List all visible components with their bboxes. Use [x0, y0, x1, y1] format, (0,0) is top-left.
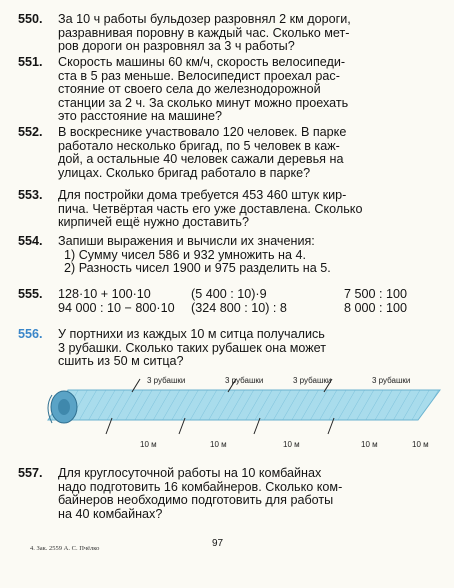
length-label: 10 м: [361, 440, 378, 449]
problem-number: 551.: [18, 55, 43, 69]
length-label: 10 м: [210, 440, 227, 449]
text-line: За 10 ч работы бульдозер разровнял 2 км дороги,: [58, 12, 351, 26]
problem-text: [58, 235, 438, 249]
text-line: Скорость машины 60 км/ч, скорость велосипеди-: [58, 55, 346, 69]
text-line: это расстояние на машине?: [58, 109, 223, 124]
text-line: надо подготовить 16 комбайнеров. Сколько ком-: [58, 479, 343, 494]
text-line: ста в 5 раз меньше. Велосипедист проехал рас-: [58, 68, 340, 83]
problem-text: [58, 13, 438, 54]
problem-text: [58, 126, 438, 180]
text-line: разравнивая поровну в каждый час. Сколько мет-: [58, 25, 350, 40]
shirt-label: 3 рубашки: [225, 376, 264, 385]
problem-552: [18, 126, 438, 180]
list-item: 2) Разность чисел 1900 и 975 разделить на 5.: [64, 261, 331, 276]
problem-text: [58, 189, 438, 230]
text-line: У портнихи из каждых 10 м ситца получались: [58, 327, 325, 341]
problem-text: [58, 467, 438, 521]
text-line: станции за 2 ч. За сколько минут можно проехать: [58, 95, 349, 110]
problem-number: 550.: [18, 12, 43, 26]
length-label: 10 м: [412, 440, 429, 449]
text-line: дой, а остальные 40 человек сажали деревья на: [58, 152, 344, 167]
text-line: улицах. Сколько бригад работало в парке?: [58, 165, 311, 180]
text-line: 3 рубашки. Сколько таких рубашек она может: [58, 340, 326, 355]
expression: 94 000 : 10 − 800·10: [58, 301, 175, 315]
length-label: 10 м: [283, 440, 300, 449]
fabric-roll-figure: [0, 365, 454, 455]
text-line: Для постройки дома требуется 453 460 штук кир-: [58, 188, 347, 202]
expression: 8 000 : 100: [344, 301, 408, 315]
problem-number: 557.: [18, 466, 43, 480]
problem-554: [18, 235, 438, 276]
expression: (324 800 : 10) : 8: [191, 301, 287, 315]
problem-556: [18, 328, 438, 369]
text-line: ров дороги он разровнял за 3 ч работы?: [58, 39, 295, 54]
problem-557: [18, 467, 438, 521]
text-line: стояние от своего села до железнодорожной: [58, 82, 321, 97]
expression: 7 500 : 100: [344, 287, 408, 301]
problem-551: [18, 56, 438, 124]
problem-text: [58, 328, 438, 369]
text-line: Для круглосуточной работы на 10 комбайнах: [58, 466, 322, 480]
imprint: 4. Зак. 2559 А. С. Пчёлко: [30, 545, 100, 552]
problem-553: [18, 189, 438, 230]
expression: (5 400 : 10)·9: [191, 287, 267, 301]
text-line: на 40 комбайнах?: [58, 506, 163, 521]
problem-number: 554.: [18, 234, 43, 248]
text-line: работало несколько бригад, по 5 человек в каж-: [58, 138, 340, 153]
problem-number: 555.: [18, 287, 43, 301]
shirt-label: 3 рубашки: [372, 376, 411, 385]
problem-number: 556.: [18, 327, 43, 341]
length-label: 10 м: [140, 440, 157, 449]
text-line: В воскреснике участвовало 120 человек. В парке: [58, 125, 347, 139]
problem-text: [58, 56, 438, 124]
shirt-label: 3 рубашки: [147, 376, 186, 385]
text-line: кирпичей ещё нужно доставить?: [58, 215, 249, 230]
expression: 128·10 + 100·10: [58, 287, 151, 301]
text-line: сшить из 50 м ситца?: [58, 354, 184, 369]
text-line: пича. Четвёртая часть его уже доставлена. Сколько: [58, 201, 363, 216]
text-line: Запиши выражения и вычисли их значения:: [58, 234, 315, 248]
problem-550: [18, 13, 438, 54]
fabric-strip: [48, 390, 440, 420]
shirt-label: 3 рубашки: [293, 376, 332, 385]
page-number: 97: [212, 538, 224, 549]
problem-number: 552.: [18, 125, 43, 139]
text-line: байнеров необходимо подготовить для работы: [58, 493, 334, 508]
list-item: 1) Сумму чисел 586 и 932 умножить на 4.: [64, 247, 306, 262]
problem-number: 553.: [18, 188, 43, 202]
